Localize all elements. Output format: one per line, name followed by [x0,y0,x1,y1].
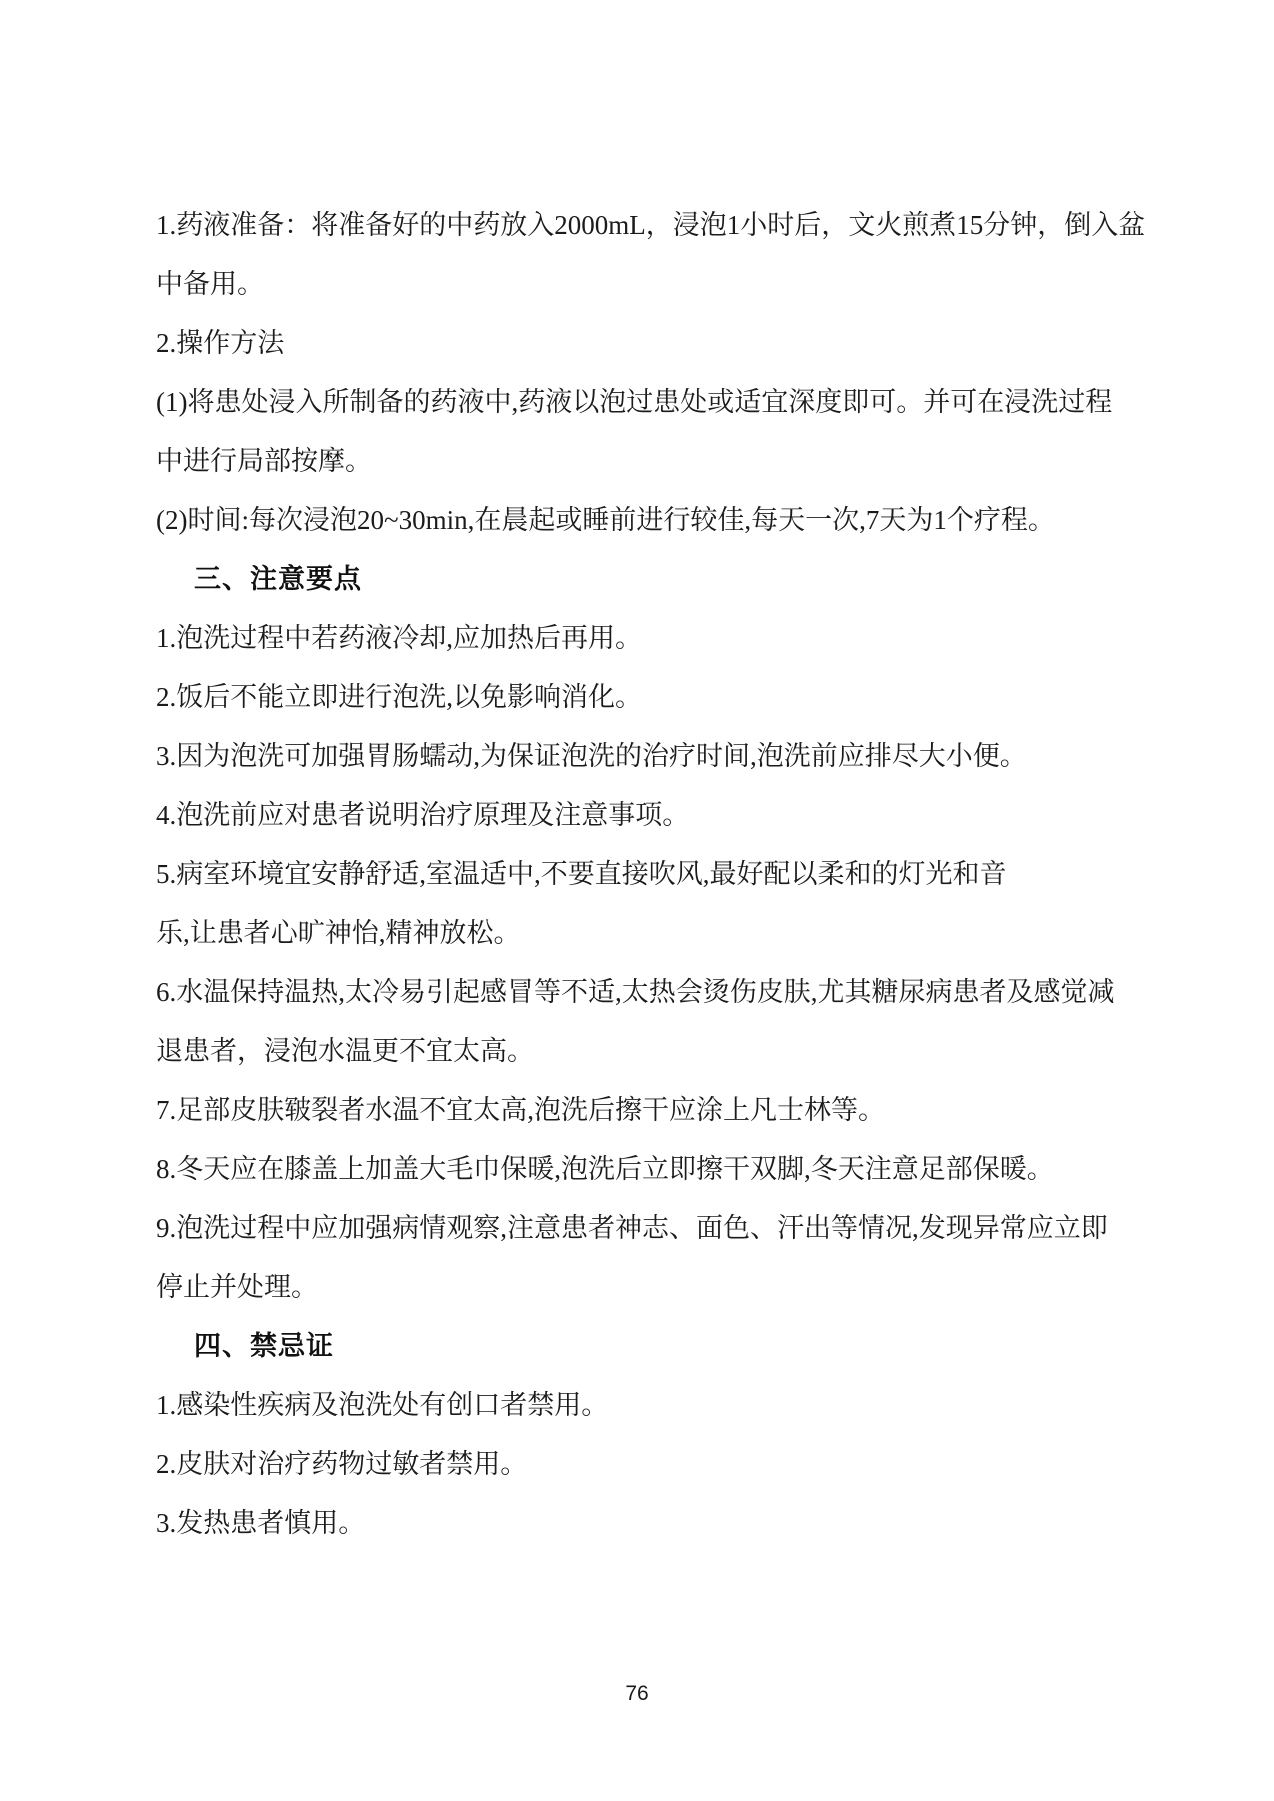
line-precaution-4: 4.泡洗前应对患者说明治疗原理及注意事项。 [156,800,690,830]
line-precaution-9-cont: 停止并处理。 [156,1272,318,1302]
line-operation-step1: (1)将患处浸入所制备的药液中,药液以泡过患处或适宜深度即可。并可在浸洗过程 [156,387,1113,417]
line-precaution-8: 8.冬天应在膝盖上加盖大毛巾保暖,泡洗后立即擦干双脚,冬天注意足部保暖。 [156,1154,1054,1184]
section-heading-precautions: 三、注意要点 [194,564,362,594]
line-medicine-prep: 1.药液准备：将准备好的中药放入2000mL，浸泡1小时后，文火煎煮15分钟，倒入盆 [156,210,1146,240]
line-operation-step2-time: (2)时间:每次浸泡20~30min,在晨起或睡前进行较佳,每天一次,7天为1个疗程。 [156,505,1055,535]
line-medicine-prep-cont: 中备用。 [156,269,264,299]
line-precaution-7: 7.足部皮肤皲裂者水温不宜太高,泡洗后擦干应涂上凡士林等。 [156,1095,885,1125]
line-precaution-5-cont: 乐,让患者心旷神怡,精神放松。 [156,918,521,948]
line-precaution-5: 5.病室环境宜安静舒适,室温适中,不要直接吹风,最好配以柔和的灯光和音 [156,859,1007,889]
line-contraindication-3: 3.发热患者慎用。 [156,1508,366,1538]
line-precaution-3: 3.因为泡洗可加强胃肠蠕动,为保证泡洗的治疗时间,泡洗前应排尽大小便。 [156,741,1027,771]
line-precaution-2: 2.饭后不能立即进行泡洗,以免影响消化。 [156,682,642,712]
line-precaution-6-cont: 退患者，浸泡水温更不宜太高。 [156,1036,534,1066]
line-precaution-1: 1.泡洗过程中若药液冷却,应加热后再用。 [156,623,642,653]
line-contraindication-1: 1.感染性疾病及泡洗处有创口者禁用。 [156,1390,609,1420]
line-operation-step1-cont: 中进行局部按摩。 [156,446,372,476]
line-precaution-6: 6.水温保持温热,太冷易引起感冒等不适,太热会烫伤皮肤,尤其糖尿病患者及感觉减 [156,977,1115,1007]
line-contraindication-2: 2.皮肤对治疗药物过敏者禁用。 [156,1449,528,1479]
page-number: 76 [625,1682,649,1705]
document-body [156,196,1146,1553]
line-operation-method: 2.操作方法 [156,328,285,358]
line-precaution-9: 9.泡洗过程中应加强病情观察,注意患者神志、面色、汗出等情况,发现异常应立即 [156,1213,1108,1243]
section-heading-contraindications: 四、禁忌证 [194,1331,334,1361]
